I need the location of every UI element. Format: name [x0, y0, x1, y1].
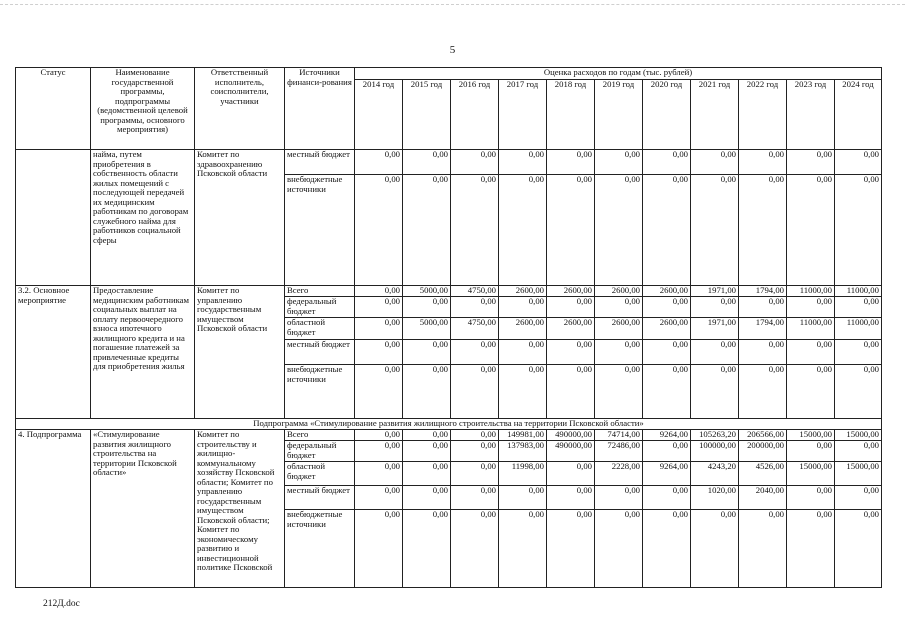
row-value: 0,00 — [355, 486, 403, 510]
row-value: 0,00 — [643, 150, 691, 175]
row-value: 0,00 — [451, 441, 499, 462]
row-value: 0,00 — [787, 441, 835, 462]
row-value: 0,00 — [355, 462, 403, 486]
row-value: 206566,00 — [739, 430, 787, 441]
row-value: 0,00 — [451, 297, 499, 318]
row-value: 1794,00 — [739, 286, 787, 297]
row-value: 2600,00 — [595, 318, 643, 340]
row-value: 0,00 — [547, 340, 595, 365]
row-value: 2228,00 — [595, 462, 643, 486]
row-value: 9264,00 — [643, 430, 691, 441]
row-value: 2600,00 — [595, 286, 643, 297]
row-source: внебюджетные источники — [285, 365, 355, 419]
row-value: 0,00 — [787, 365, 835, 419]
row-value: 74714,00 — [595, 430, 643, 441]
row-value: 0,00 — [643, 441, 691, 462]
row-value: 0,00 — [835, 175, 882, 286]
header-year: 2015 год — [403, 80, 451, 150]
row-value: 0,00 — [355, 150, 403, 175]
header-status: Статус — [16, 68, 91, 150]
row-value: 490000,00 — [547, 430, 595, 441]
row-value: 0,00 — [547, 365, 595, 419]
row-value: 0,00 — [595, 510, 643, 588]
row-value: 0,00 — [643, 365, 691, 419]
row-value: 0,00 — [835, 510, 882, 588]
row-value: 1020,00 — [691, 486, 739, 510]
row-value: 0,00 — [499, 340, 547, 365]
header-name: Наименование государственной программы, подпрограммы (ведомственной целевой программы, основного мероприятия) — [91, 68, 195, 150]
page-number: 5 — [449, 44, 456, 56]
row-value: 2600,00 — [547, 286, 595, 297]
row-value: 105263,20 — [691, 430, 739, 441]
row-value: 149981,00 — [499, 430, 547, 441]
row-value: 0,00 — [643, 297, 691, 318]
row-value: 0,00 — [403, 297, 451, 318]
header-year: 2022 год — [739, 80, 787, 150]
row-value: 0,00 — [403, 441, 451, 462]
row-source: местный бюджет — [285, 150, 355, 175]
row-value: 0,00 — [739, 510, 787, 588]
row-value: 0,00 — [403, 175, 451, 286]
header-year: 2021 год — [691, 80, 739, 150]
row-value: 9264,00 — [643, 462, 691, 486]
row-value: 0,00 — [499, 297, 547, 318]
header-year: 2014 год — [355, 80, 403, 150]
row-value: 1971,00 — [691, 318, 739, 340]
row-source: федеральный бюджет — [285, 441, 355, 462]
row-name: Предоставление медицинским работникам социальных выплат на оплату первоочередного взноса ипотечного жилищного кредита и на погашение платежей за привлеченные кредиты для приобретения жилья — [91, 286, 195, 419]
row-value: 0,00 — [547, 486, 595, 510]
row-value: 0,00 — [547, 150, 595, 175]
row-value: 0,00 — [547, 510, 595, 588]
row-source: местный бюджет — [285, 340, 355, 365]
row-value: 0,00 — [835, 365, 882, 419]
row-value: 5000,00 — [403, 318, 451, 340]
row-value: 0,00 — [355, 340, 403, 365]
row-executor: Комитет по здравоохранению Псковской области — [195, 150, 285, 286]
row-value: 0,00 — [499, 486, 547, 510]
row-value: 5000,00 — [403, 286, 451, 297]
row-value: 0,00 — [835, 150, 882, 175]
row-value: 100000,00 — [691, 441, 739, 462]
row-value: 4526,00 — [739, 462, 787, 486]
row-status: 3.2. Основное мероприятие — [16, 286, 91, 419]
row-source: областной бюджет — [285, 318, 355, 340]
row-source: внебюджетные источники — [285, 175, 355, 286]
row-value: 0,00 — [451, 365, 499, 419]
table-row — [16, 430, 882, 441]
row-name: «Стимулирование развития жилищного строительства на территории Псковской области» — [91, 430, 195, 588]
header-year: 2017 год — [499, 80, 547, 150]
row-value: 4750,00 — [451, 318, 499, 340]
row-value: 4750,00 — [451, 286, 499, 297]
row-value: 15000,00 — [787, 430, 835, 441]
row-source: внебюджетные источники — [285, 510, 355, 588]
row-value: 0,00 — [595, 365, 643, 419]
row-value: 15000,00 — [835, 462, 882, 486]
row-value: 4243,20 — [691, 462, 739, 486]
row-value: 0,00 — [835, 441, 882, 462]
row-value: 0,00 — [691, 365, 739, 419]
row-source: областной бюджет — [285, 462, 355, 486]
row-value: 490000,00 — [547, 441, 595, 462]
row-value: 11998,00 — [499, 462, 547, 486]
row-source: Всего — [285, 286, 355, 297]
subprogram-title-row — [16, 419, 882, 430]
row-value: 11000,00 — [835, 286, 882, 297]
row-value: 2600,00 — [643, 318, 691, 340]
row-value: 0,00 — [835, 297, 882, 318]
row-value: 0,00 — [451, 340, 499, 365]
row-executor: Комитет по строительству и жилищно-коммунальному хозяйству Псковской области; Комитет по управлению государственным имуществом Псковской области; Комитет по экономическому развитию и инвестиционной политике Псковской — [195, 430, 285, 588]
header-sources: Источники финанси-рования — [285, 68, 355, 150]
row-executor: Комитет по управлению государственным имуществом Псковской области — [195, 286, 285, 419]
row-value: 0,00 — [739, 340, 787, 365]
row-value: 0,00 — [691, 510, 739, 588]
header-year: 2019 год — [595, 80, 643, 150]
row-value: 0,00 — [355, 365, 403, 419]
row-source: федеральный бюджет — [285, 297, 355, 318]
row-value: 0,00 — [739, 365, 787, 419]
row-value: 0,00 — [739, 297, 787, 318]
page-top-edge — [0, 4, 905, 5]
row-value: 0,00 — [499, 175, 547, 286]
row-value: 1794,00 — [739, 318, 787, 340]
row-value: 1971,00 — [691, 286, 739, 297]
row-source: местный бюджет — [285, 486, 355, 510]
row-value: 2600,00 — [643, 286, 691, 297]
row-value: 72486,00 — [595, 441, 643, 462]
row-value: 0,00 — [403, 340, 451, 365]
row-value: 0,00 — [739, 175, 787, 286]
row-value: 0,00 — [403, 430, 451, 441]
row-value: 0,00 — [691, 175, 739, 286]
row-value: 0,00 — [787, 510, 835, 588]
row-value: 0,00 — [691, 150, 739, 175]
row-value: 0,00 — [355, 297, 403, 318]
row-value: 0,00 — [787, 340, 835, 365]
row-value: 0,00 — [355, 510, 403, 588]
row-value: 0,00 — [403, 365, 451, 419]
row-value: 0,00 — [787, 175, 835, 286]
row-status: 4. Подпрограмма — [16, 430, 91, 588]
row-value: 0,00 — [451, 175, 499, 286]
row-value: 0,00 — [403, 510, 451, 588]
row-value: 0,00 — [643, 340, 691, 365]
row-value: 0,00 — [691, 297, 739, 318]
row-value: 0,00 — [595, 150, 643, 175]
row-value: 2600,00 — [499, 318, 547, 340]
row-value: 0,00 — [403, 462, 451, 486]
row-value: 11000,00 — [787, 318, 835, 340]
row-value: 2040,00 — [739, 486, 787, 510]
header-estimate: Оценка расходов по годам (тыс. рублей) — [355, 68, 882, 80]
header-year: 2016 год — [451, 80, 499, 150]
row-value: 0,00 — [451, 430, 499, 441]
row-value: 11000,00 — [835, 318, 882, 340]
row-value: 0,00 — [355, 441, 403, 462]
row-value: 2600,00 — [499, 286, 547, 297]
row-value: 0,00 — [835, 340, 882, 365]
row-value: 0,00 — [787, 486, 835, 510]
header-year: 2020 год — [643, 80, 691, 150]
expenditure-table — [15, 67, 882, 588]
row-value: 15000,00 — [835, 430, 882, 441]
row-value: 0,00 — [595, 340, 643, 365]
footer-filename: 212Д.doc — [43, 599, 80, 609]
row-value: 0,00 — [643, 486, 691, 510]
header-executor: Ответственный исполнитель, соисполнители, участники — [195, 68, 285, 150]
header-year: 2023 год — [787, 80, 835, 150]
row-value: 0,00 — [835, 486, 882, 510]
row-value: 0,00 — [691, 340, 739, 365]
row-value: 0,00 — [451, 462, 499, 486]
row-value: 0,00 — [499, 510, 547, 588]
row-value: 0,00 — [643, 510, 691, 588]
row-value: 0,00 — [451, 486, 499, 510]
row-value: 0,00 — [355, 286, 403, 297]
row-value: 0,00 — [595, 175, 643, 286]
row-status — [16, 150, 91, 286]
row-value: 0,00 — [403, 486, 451, 510]
row-value: 0,00 — [547, 462, 595, 486]
header-year: 2024 год — [835, 80, 882, 150]
row-value: 0,00 — [595, 297, 643, 318]
row-value: 0,00 — [787, 297, 835, 318]
row-value: 0,00 — [787, 150, 835, 175]
row-value: 0,00 — [547, 175, 595, 286]
row-value: 0,00 — [643, 175, 691, 286]
row-name: найма, путем приобретения в собственность области жилых помещений с последующей передачей их медицинским работникам по договорам служебного найма для работников социальной сферы — [91, 150, 195, 286]
row-value: 0,00 — [451, 150, 499, 175]
row-value: 0,00 — [499, 150, 547, 175]
row-value: 0,00 — [355, 175, 403, 286]
row-value: 11000,00 — [787, 286, 835, 297]
table-row — [16, 286, 882, 297]
row-value: 0,00 — [739, 150, 787, 175]
row-value: 0,00 — [595, 486, 643, 510]
row-value: 0,00 — [355, 430, 403, 441]
row-value: 15000,00 — [787, 462, 835, 486]
row-value: 200000,00 — [739, 441, 787, 462]
row-value: 0,00 — [547, 297, 595, 318]
row-value: 0,00 — [499, 365, 547, 419]
table-row — [16, 150, 882, 175]
row-source: Всего — [285, 430, 355, 441]
row-value: 0,00 — [403, 150, 451, 175]
row-value: 0,00 — [355, 318, 403, 340]
row-value: 2600,00 — [547, 318, 595, 340]
header-year: 2018 год — [547, 80, 595, 150]
row-value: 137983,00 — [499, 441, 547, 462]
row-value: 0,00 — [451, 510, 499, 588]
subprogram-title: Подпрограмма «Стимулирование развития жилищного строительства на территории Псковской области» — [16, 419, 882, 430]
